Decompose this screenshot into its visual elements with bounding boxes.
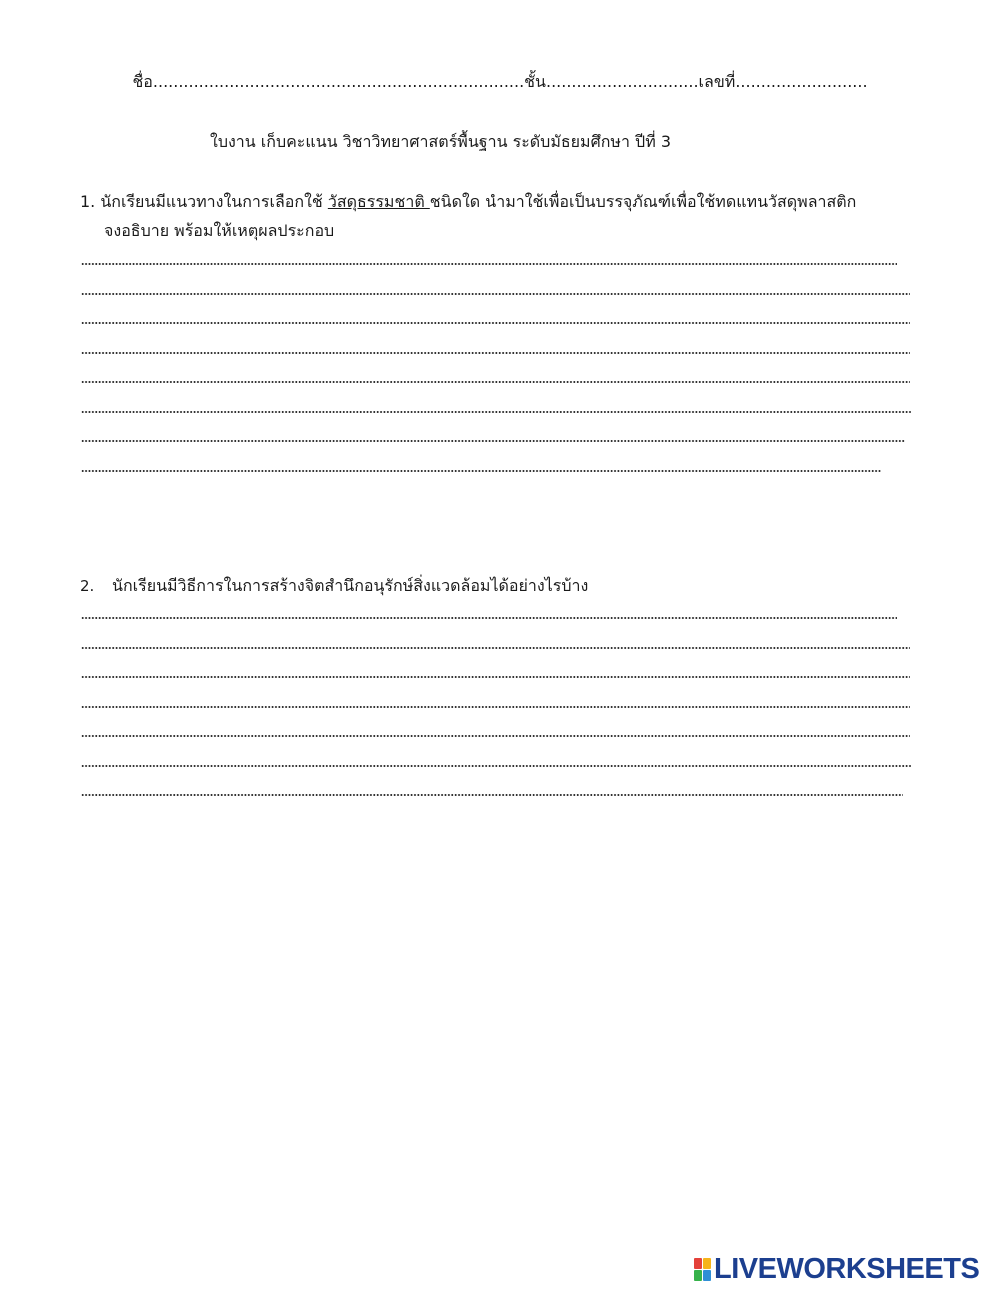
logo-square: [694, 1270, 702, 1281]
answer-line[interactable]: [81, 411, 911, 413]
question-1-text: [80, 190, 856, 215]
answer-line[interactable]: [81, 352, 910, 354]
question-2-number: 2.: [80, 577, 95, 595]
question-2-text: [80, 574, 588, 599]
answer-line[interactable]: [81, 617, 897, 619]
answer-line[interactable]: [81, 706, 910, 708]
question-1-prefix: 1. นักเรียนมีแนวทางในการเลือกใช้: [80, 192, 328, 211]
answer-line[interactable]: [81, 470, 881, 472]
logo-text: LIVEWORKSHEETS: [714, 1252, 980, 1285]
question-1-underlined: วัสดุธรรมชาติ: [327, 192, 430, 211]
answer-line[interactable]: [81, 676, 910, 678]
answer-line[interactable]: [81, 647, 910, 649]
answer-line[interactable]: [81, 735, 910, 737]
answer-line[interactable]: [81, 794, 903, 796]
liveworksheets-logo-icon: [694, 1258, 710, 1280]
answer-line[interactable]: [81, 440, 905, 442]
answer-line[interactable]: [81, 322, 910, 324]
logo-square: [694, 1258, 702, 1269]
student-info-line: ชื่อ.........................................................................ชั้น..............................เลขที่..........................: [132, 72, 868, 91]
liveworksheets-logo: [694, 1252, 979, 1286]
question-1-text-line-2: จงอธิบาย พร้อมให้เหตุผลประกอบ: [104, 221, 335, 240]
worksheet-title: ใบงาน เก็บคะแนน วิชาวิทยาศาสตร์พื้นฐาน ระดับมัธยมศึกษา ปีที่ 3: [210, 132, 671, 151]
answer-line[interactable]: [81, 293, 910, 295]
answer-line[interactable]: [81, 263, 897, 265]
question-1-suffix: ชนิดใด นำมาใช้เพื่อเป็นบรรจุภัณฑ์เพื่อใช้ทดแทนวัสดุพลาสติก: [429, 192, 857, 211]
question-2-body: นักเรียนมีวิธีการในการสร้างจิตสำนึกอนุรักษ์สิ่งแวดล้อมได้อย่างไรบ้าง: [112, 576, 589, 595]
logo-square: [703, 1270, 711, 1281]
logo-square: [703, 1258, 711, 1269]
answer-line[interactable]: [81, 381, 910, 383]
answer-line[interactable]: [81, 765, 911, 767]
